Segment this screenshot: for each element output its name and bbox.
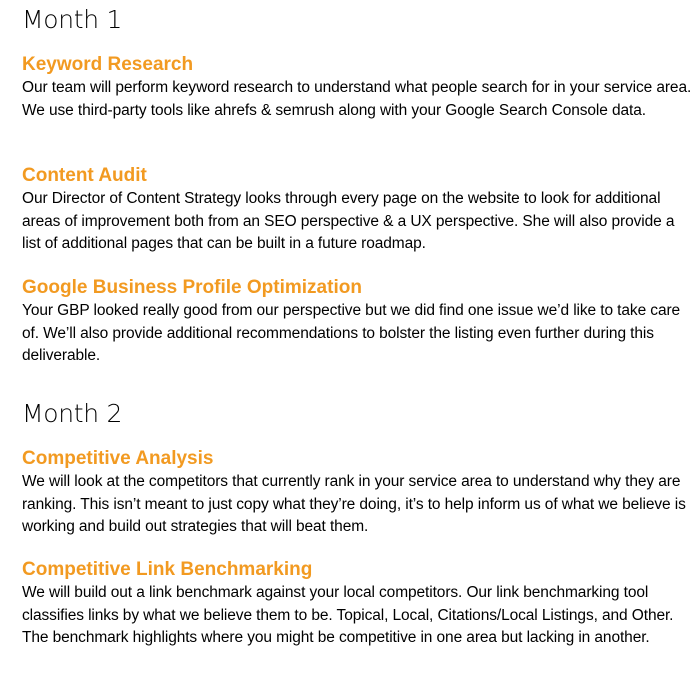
section-gbp-optimization	[22, 276, 694, 368]
section-title: Competitive Link Benchmarking	[22, 559, 313, 580]
section-keyword-research	[22, 53, 694, 122]
section-title: Content Audit	[22, 165, 147, 186]
section-competitive-analysis	[22, 447, 694, 539]
section-title: Keyword Research	[22, 54, 194, 75]
section-title: Competitive Analysis	[22, 448, 214, 469]
month-2-title: Month 2	[22, 399, 123, 428]
section-title: Google Business Profile Optimization	[22, 277, 362, 298]
section-body: Our Director of Content Strategy looks through every page on the website to look for additional areas of improvement both from an SEO perspective & a UX perspective. She will also provide a list of additional pages that can be built in a future roadmap.	[22, 190, 675, 252]
section-link-benchmarking	[22, 558, 694, 650]
section-body: Your GBP looked really good from our perspective but we did find one issue we’d like to take care of. We’ll also provide additional recommendations to bolster the listing even further during this deliverable.	[22, 302, 681, 364]
section-body: We will build out a link benchmark against your local competitors. Our link benchmarking tool classifies links by what we believe them to be. Topical, Local, Citations/Local Listings, and Other. The benchmark highlights where you might be competitive in one area but lacking in another.	[22, 584, 674, 646]
section-content-audit	[22, 164, 694, 256]
section-body: We will look at the competitors that currently rank in your service area to understand why they are ranking. This isn’t meant to just copy what they’re doing, it’s to help inform us of what we believe is working and build out strategies that will beat them.	[22, 473, 686, 535]
month-1-title: Month 1	[22, 5, 123, 34]
section-body: Our team will perform keyword research to understand what people search for in your service area. We use third-party tools like ahrefs & semrush along with your Google Search Console data.	[22, 79, 692, 119]
